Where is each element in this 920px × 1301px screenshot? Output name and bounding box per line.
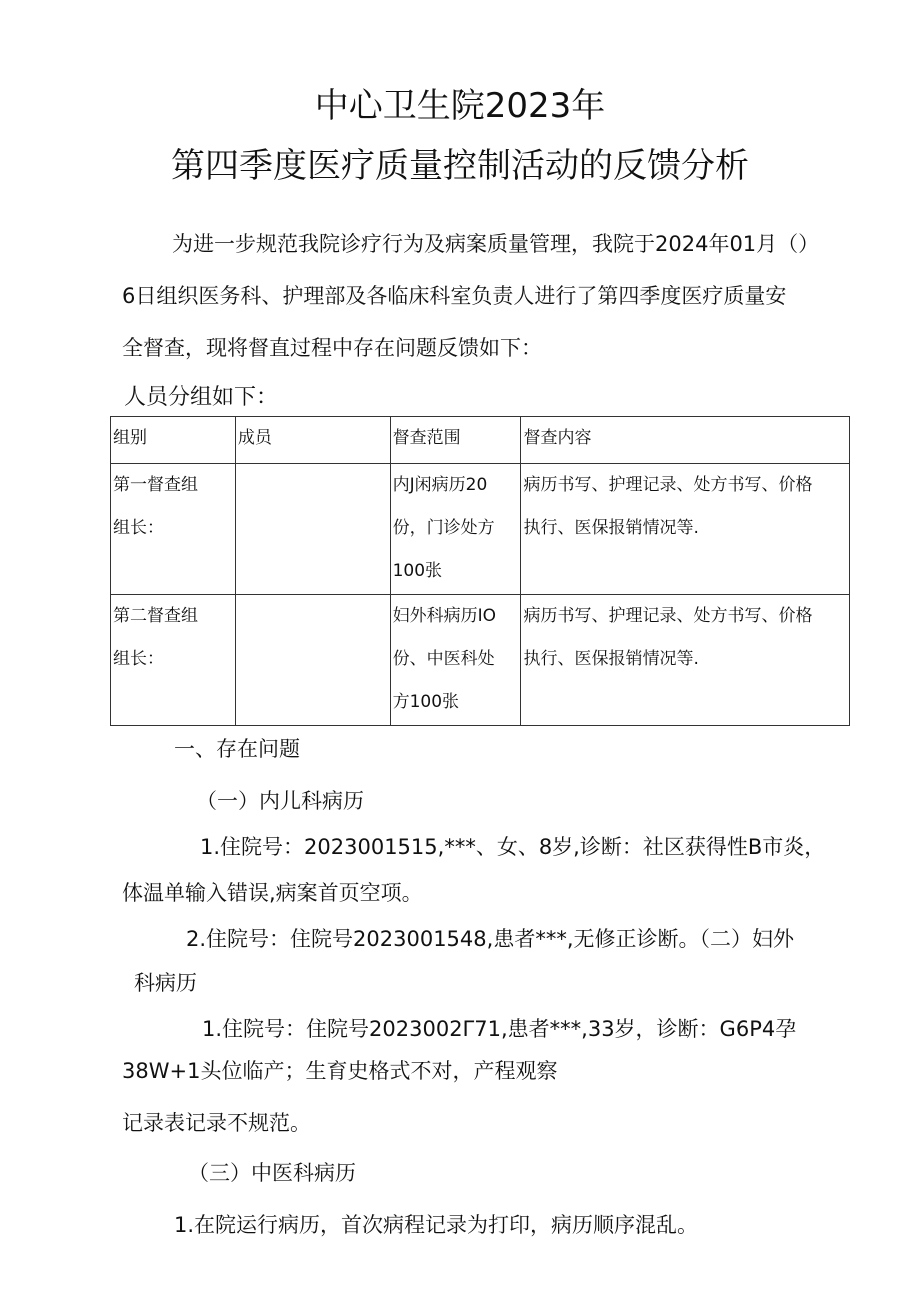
title-line-1: 中心卫生院2023年 bbox=[314, 86, 606, 126]
intro-line-2: 6日组织医务科、护理部及各临床科室负责人进行了第四季度医疗质量安 bbox=[122, 284, 787, 308]
header-scope: 督查范围 bbox=[390, 417, 521, 464]
groups-heading: 人员分组如下： bbox=[124, 385, 279, 410]
item-2-line-2: 科病历 bbox=[134, 971, 197, 995]
scope-line: 内J闲病历20 bbox=[392, 475, 488, 495]
scope-line: 100张 bbox=[392, 561, 443, 581]
group-name: 第一督查组 bbox=[113, 475, 198, 495]
table-header-row bbox=[111, 417, 850, 464]
group-cell bbox=[111, 595, 236, 726]
scope-line: 份、中医科处 bbox=[392, 649, 495, 669]
header-group: 组别 bbox=[111, 417, 236, 464]
item-4: 1.在院运行病历，首次病程记录为打印，病历顺序混乱。 bbox=[174, 1213, 699, 1237]
header-content: 督查内容 bbox=[521, 417, 850, 464]
group-leader-label: 组长： bbox=[113, 518, 164, 538]
content-line: 病历书写、护理记录、处方书写、价格 bbox=[523, 475, 813, 495]
subsection-pediatrics: （一）内儿科病历 bbox=[196, 789, 364, 813]
scope-cell bbox=[390, 595, 521, 726]
content-cell bbox=[521, 464, 850, 595]
header-members: 成员 bbox=[235, 417, 390, 464]
subsection-tcm: （三）中医科病历 bbox=[188, 1161, 356, 1185]
item-3-line-2: 38W+1头位临产；生育史格式不对，产程观察 bbox=[122, 1059, 558, 1083]
inspection-groups-table bbox=[110, 416, 850, 726]
intro-line-3: 全督查，现将督直过程中存在问题反馈如下： bbox=[122, 336, 542, 360]
group-name: 第二督查组 bbox=[113, 606, 198, 626]
members-cell bbox=[235, 595, 390, 726]
item-2-line-1: 2.住院号：住院号2023001548,患者***,无修正诊断。（二）妇外 bbox=[186, 927, 794, 951]
table-row bbox=[111, 464, 850, 595]
members-cell bbox=[235, 464, 390, 595]
item-3-line-1: 1.住院号：住院号2023002Γ71,患者***,33岁，诊断：G6P4孕 bbox=[202, 1017, 797, 1041]
content-line: 执行、医保报销情况等. bbox=[523, 649, 699, 669]
intro-line-1: 为进一步规范我院诊疗行为及病案质量管理，我院于2024年01月（） bbox=[172, 232, 820, 256]
item-1-line-2: 体温单输入错误,病案首页空项。 bbox=[122, 881, 423, 905]
title-line-2: 第四季度医疗质量控制活动的反馈分析 bbox=[171, 146, 749, 186]
section-heading-issues: 一、存在问题 bbox=[174, 737, 300, 761]
group-cell bbox=[111, 464, 236, 595]
group-leader-label: 组长： bbox=[113, 649, 164, 669]
scope-line: 方100张 bbox=[392, 692, 460, 712]
item-3-line-3: 记录表记录不规范。 bbox=[122, 1111, 311, 1135]
table-row bbox=[111, 595, 850, 726]
scope-cell bbox=[390, 464, 521, 595]
item-1-line-1: 1.住院号：2023001515,***、女、8岁,诊断：社区获得性B市炎， bbox=[200, 835, 826, 859]
scope-line: 份，门诊处方 bbox=[392, 518, 495, 538]
content-line: 病历书写、护理记录、处方书写、价格 bbox=[523, 606, 813, 626]
content-line: 执行、医保报销情况等. bbox=[523, 518, 699, 538]
content-cell bbox=[521, 595, 850, 726]
scope-line: 妇外科病历IO bbox=[392, 606, 497, 626]
